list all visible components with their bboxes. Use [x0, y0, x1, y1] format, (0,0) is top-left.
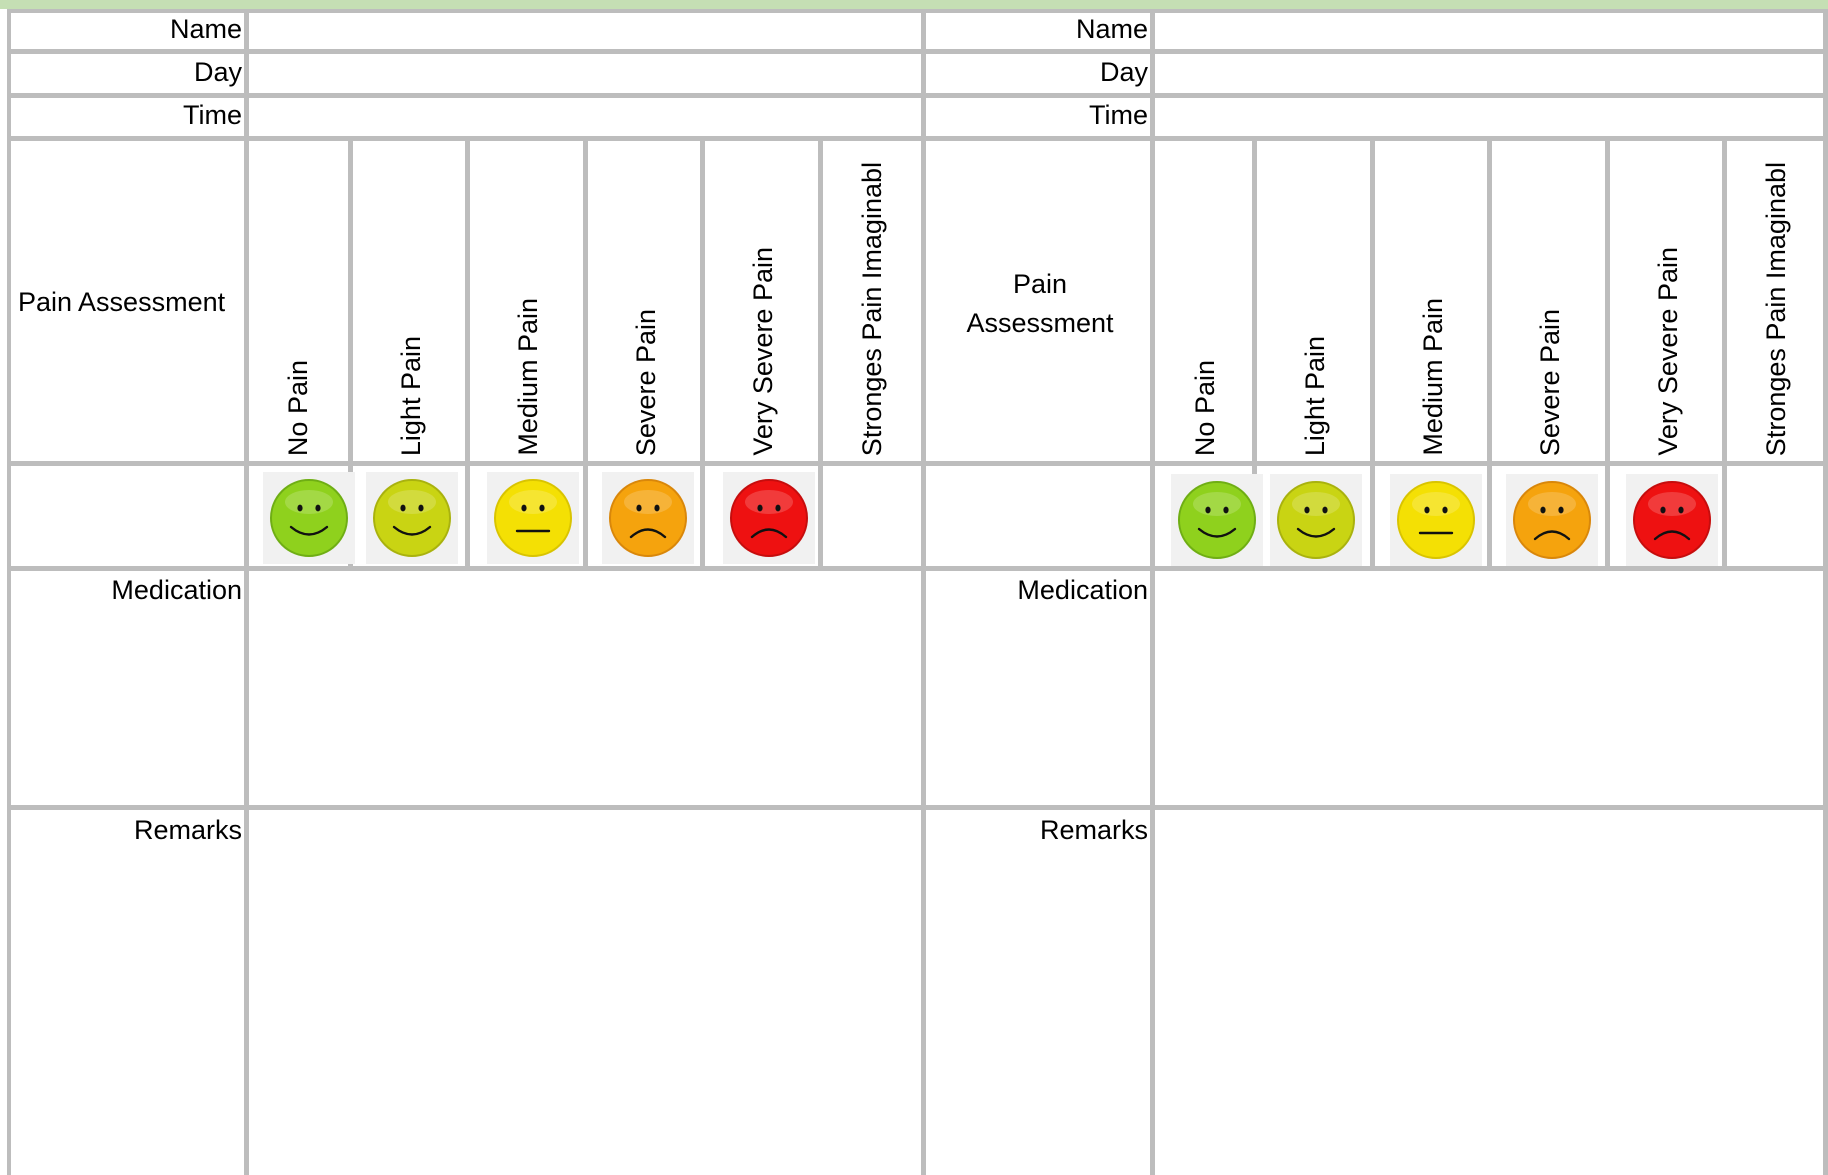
grid-line [583, 136, 588, 566]
grid-line [818, 136, 823, 566]
grid-line [926, 461, 1828, 466]
scale-label-no-pain: No Pain [283, 359, 313, 456]
scale-label-strongest-pain: Stronges Pain Imaginabl [1761, 161, 1791, 456]
scale-label-light-pain: Light Pain [396, 335, 426, 456]
remarks-field[interactable] [249, 810, 921, 1175]
grid-line [465, 136, 470, 566]
scale-label-very-severe-pain: Very Severe Pain [748, 247, 778, 456]
grid-line [1722, 136, 1727, 566]
medication-field[interactable] [249, 571, 921, 805]
sad-face-icon [1512, 480, 1592, 560]
happy-face-icon [1276, 480, 1356, 560]
day-field[interactable] [249, 54, 921, 93]
pain-assessment-label: Pain Assessment [966, 269, 1114, 338]
sad-face-icon [608, 478, 688, 558]
grid-line [1605, 136, 1610, 566]
face-cell-severe-pain[interactable] [602, 472, 694, 564]
face-cell-severe-pain[interactable] [1506, 474, 1598, 566]
time-field[interactable] [1155, 98, 1823, 136]
face-cell-very-severe-pain[interactable] [1626, 474, 1718, 566]
scale-label-severe-pain: Severe Pain [1535, 308, 1565, 456]
day-label: Day [193, 57, 242, 87]
face-cell-very-severe-pain[interactable] [723, 472, 815, 564]
very-sad-face-icon [1632, 480, 1712, 560]
grid-line [926, 136, 1828, 141]
neutral-face-icon [1396, 480, 1476, 560]
name-label: Name [1075, 14, 1148, 44]
name-field[interactable] [1155, 13, 1823, 49]
top-accent-bar [0, 0, 1828, 9]
grid-line [921, 9, 926, 1175]
face-cell-medium-pain[interactable] [1390, 474, 1482, 566]
very-happy-face-icon [1177, 480, 1257, 560]
scale-label-medium-pain: Medium Pain [513, 298, 543, 456]
day-field[interactable] [1155, 54, 1823, 93]
scale-label-very-severe-pain: Very Severe Pain [1653, 247, 1683, 456]
very-sad-face-icon [729, 478, 809, 558]
scale-label-strongest-pain: Stronges Pain Imaginabl [857, 161, 887, 456]
grid-line [7, 9, 11, 1175]
medication-field[interactable] [1155, 571, 1823, 805]
grid-line [1370, 136, 1375, 566]
time-label: Time [183, 100, 242, 130]
face-cell-no-pain[interactable] [1171, 474, 1263, 566]
face-cell-medium-pain[interactable] [487, 472, 579, 564]
grid-line [700, 136, 705, 566]
time-field[interactable] [249, 98, 921, 136]
neutral-face-icon [493, 478, 573, 558]
very-happy-face-icon [269, 478, 349, 558]
happy-face-icon [372, 478, 452, 558]
name-label: Name [169, 14, 242, 44]
grid-line [1823, 9, 1828, 1175]
remarks-label: Remarks [1039, 815, 1148, 845]
face-cell-no-pain[interactable] [263, 472, 355, 564]
remarks-field[interactable] [1155, 810, 1823, 1175]
scale-label-no-pain: No Pain [1190, 359, 1220, 456]
day-label: Day [1099, 57, 1148, 87]
scale-label-medium-pain: Medium Pain [1418, 298, 1448, 456]
face-cell-light-pain[interactable] [1270, 474, 1362, 566]
medication-label: Medication [1017, 575, 1148, 605]
scale-label-light-pain: Light Pain [1300, 335, 1330, 456]
pain-assessment-label: Pain Assessment [18, 287, 226, 317]
grid-line [1487, 136, 1492, 566]
name-field[interactable] [249, 13, 921, 49]
medication-label: Medication [111, 575, 242, 605]
scale-label-severe-pain: Severe Pain [631, 308, 661, 456]
remarks-label: Remarks [133, 815, 242, 845]
face-cell-light-pain[interactable] [366, 472, 458, 564]
time-label: Time [1089, 100, 1148, 130]
